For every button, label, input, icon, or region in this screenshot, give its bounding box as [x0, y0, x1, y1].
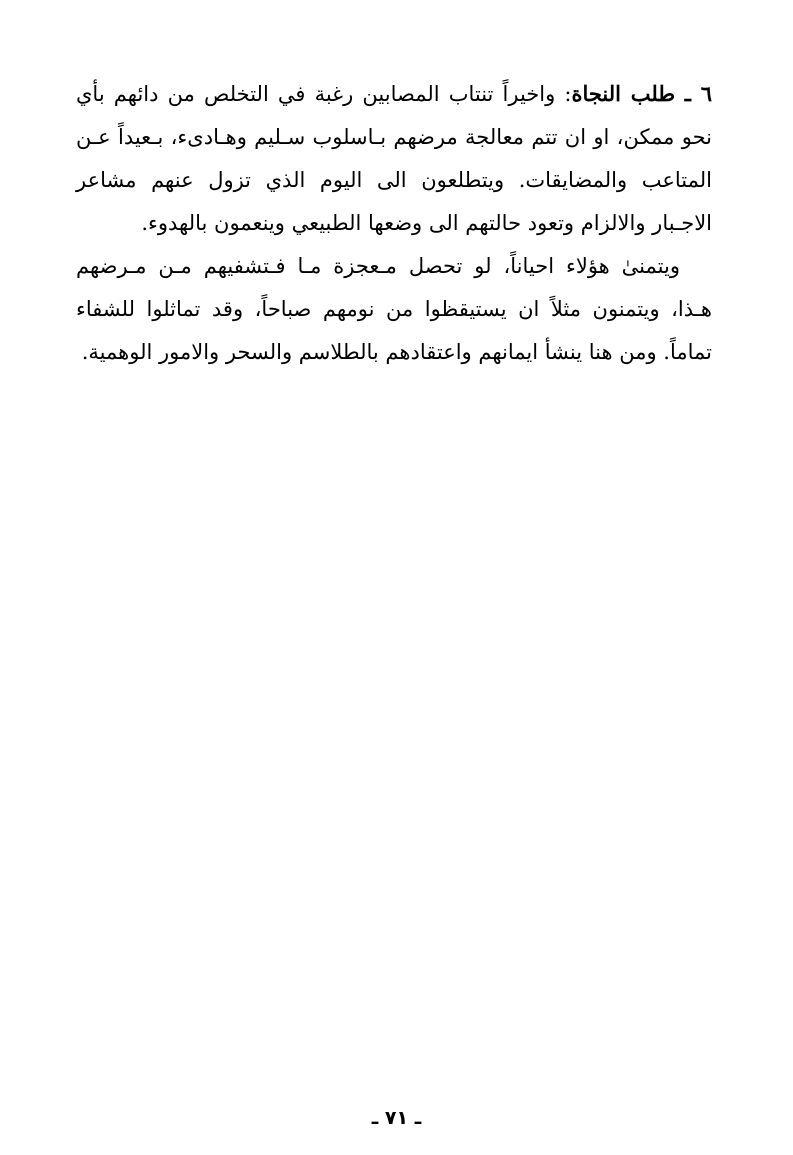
section-heading: ٦ ـ طلب النجاة	[571, 81, 712, 106]
body-text	[76, 72, 712, 374]
paragraph-text: ويتمنىٰ هؤلاء احياناً، لو تحصل مـعجزة مـا فـتشفيهم مـن مـرضهم هـذا، ويتمنون مثلاً ان يستيقظوا من نومهم صباحاً، وقد تماثلوا للشفاء تماماً. ومن هنا ينشأ ايمانهم واعتقادهم بالطلاسم والسحر والامور الوهمية.	[76, 254, 712, 364]
page-number: ـ ٧١ ـ	[371, 1107, 422, 1129]
paragraph-text: : واخيراً تنتاب المصابين رغبة في التخلص من دائهم بأي نحو ممكن، او ان تتم معالجة مرضهم بـاسلوب سـليم وهـادىء، بـعيداً عـن المتاعب والمضايقات. ويتطلعون الى اليوم الذي تزول عنهم مشاعر الاجـبار والالزام وتعود حالتهم الى وضعها الطبيعي وينعمون بالهدوء.	[76, 82, 712, 235]
paragraph-seeking-relief	[76, 72, 712, 245]
paragraph-hoping-miracle	[76, 245, 712, 374]
